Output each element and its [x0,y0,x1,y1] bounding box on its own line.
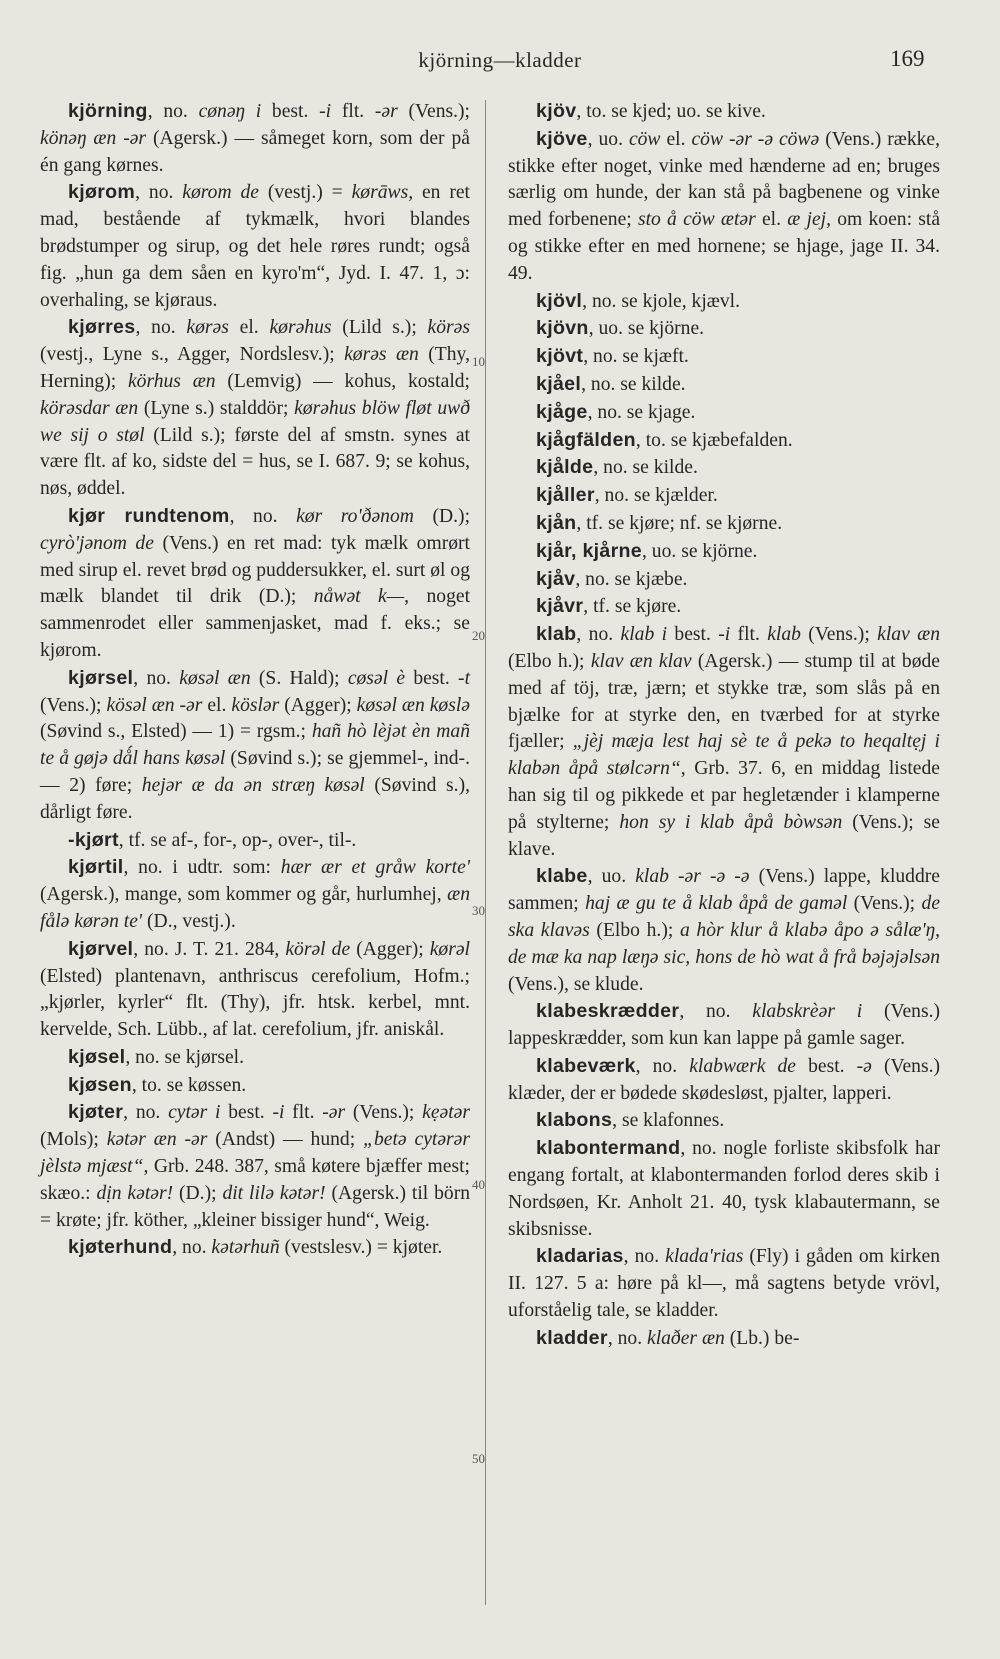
entry-headword: kjålde [536,456,594,479]
entry-text: (Søvind s.), dårligt føre. [40,774,470,823]
dialect-form: hejər æ da ən stræŋ køsəl [141,774,365,796]
dictionary-entry [508,288,940,316]
entry-text: (Mols); [40,1129,107,1151]
dictionary-entry [40,503,470,665]
entry-text: , no. se kjæbe. [575,568,688,590]
entry-text: (Lyne s.) stalddör; [138,397,295,419]
line-number: 40 [472,1177,485,1192]
entry-headword: kjövt [536,345,584,368]
entry-text: , Grb. 248. 387, små køtere bjæffer mest; skæo.: [40,1156,470,1204]
entry-headword: kjørsel [68,666,134,689]
entry-text: , no. [229,505,297,527]
dialect-form: hon sy i klab åpå bòwsən [619,811,843,833]
entry-text: el. [202,694,232,716]
entry-headword: kjørres [68,316,136,339]
entry-text: , uo. [587,866,636,888]
entry-text: , no. [147,101,199,122]
entry-headword: kjöve [536,127,588,150]
entry-headword: kjåge [536,400,588,423]
entry-text: (Søvind s.); se gjemmel-, ind-. — 2) føre; [40,748,470,796]
entry-text: , se klafonnes. [612,1110,725,1132]
dialect-form: æn fålə kørən te' [40,884,470,932]
entry-text: (Agersk.) — stump til at bøde med af töj, træ, jærn; et stykke træ, som slås på en bjælke for at styrke den, en tværbed for at styrke fjæller; [508,650,940,753]
dialect-form: -i [718,624,731,646]
dialect-form: klada'rias [665,1246,744,1268]
dictionary-entry [508,863,940,998]
dialect-form: klav æn [877,624,940,646]
entry-text: , no. J. T. 21. 284, [133,938,286,960]
dialect-form: -ə [856,1055,872,1077]
entry-text: (D., vestj.). [142,910,236,932]
dialect-form: klabwærk de [689,1055,796,1077]
dialect-form: köslər [231,694,280,716]
dialect-form: nåwət k— [313,586,405,608]
dictionary-entry [40,854,470,935]
dialect-form: klabskrèər i [752,1001,863,1023]
entry-headword: kladder [536,1326,608,1349]
dictionary-entry [508,510,940,538]
dictionary-entry [508,1135,940,1243]
entry-headword: kjår, kjårne [536,539,642,562]
entry-text: (Vens.); se klave. [508,811,940,860]
entry-text: (vestslesv.) = kjøter. [279,1237,443,1259]
entry-headword: kjörning [68,100,148,122]
entry-text: om koen: stå og stikke efter en med hornene; se hjage, jage II. 34. 49. [508,209,941,284]
dictionary-entry [40,1234,470,1262]
entry-text: (Elsted) plantenavn, anthriscus cerefolium, Hofm.; „kjørler, kyrler“ flt. (Thy), jfr. htsk. kerbel, mnt. kervelde, Sch. Lübb., af lat. cerefolium, jfr. aniskål. [40,965,470,1041]
dialect-form: könəŋ æn -ər [40,127,147,149]
entry-text: , to. se kjed; uo. se kive. [576,101,766,122]
entry-headword: kjöv [536,100,577,122]
entry-headword: kjør rundtenom [68,504,230,527]
entry-text: , no. [623,1246,666,1268]
dictionary-entry [508,566,940,594]
dialect-form: kørəhus blöw fløt uwð we sij o støl [40,397,470,446]
dialect-form: klab -ər -ə -ə [635,866,750,888]
entry-headword: kjövl [536,289,583,312]
dialect-form: -ər [322,1102,346,1124]
dictionary-entry [508,1107,940,1135]
entry-text: (Lb.) be- [724,1327,800,1349]
dialect-form: kørəl [429,938,470,960]
dialect-form: haj æ gu te å klab åpå de gaməl [585,893,848,915]
entry-text: (Andst) — hund; [207,1129,364,1151]
entry-text: el. [660,128,692,150]
entry-text: (Lild s.); første del af smstn. synes at være flt. af ko, sidste del = hus, se I. 687. 9; se kohus, nøs, øddel. [40,424,470,500]
dictionary-entry [508,621,940,863]
running-header: kjörning—kladder [418,48,582,72]
entry-text: (Vens.) en ret mad: tyk mælk omrørt med sirup el. revet brød og puddersukker, el. surt øl og mælk blandet til drik (D.); [40,532,470,608]
entry-text: best. [261,101,320,122]
dictionary-entry [40,1099,470,1234]
entry-text: (vestj.) = [258,182,352,204]
entry-headword: kjørom [68,181,136,204]
entry-text: (Vens.); [345,1102,423,1124]
entry-text: (Agersk.) til börn = krøte; jfr. köther, „kleiner bissiger hund“, Weig. [40,1182,471,1231]
dialect-form: körəs [427,317,470,339]
entry-headword: kjøterhund [68,1236,173,1259]
dictionary-entry [508,399,940,427]
dictionary-entry [508,315,940,343]
dialect-form: -i [272,1102,285,1124]
entry-text: (Vens.); [800,624,878,646]
entry-text: , tf. se af-, for-, op-, over-, til-. [118,829,357,851]
entry-text: (Agger); [350,938,430,960]
dialect-form: kösəl æn -ər [106,694,203,716]
dialect-form: cøsəl è [347,667,406,689]
entry-text: , no. nogle forliste skibsfolk har engang fortalt, at klabontermanden forlod deres skib i Nordsøen, Kr. Anholt 21. 40, tysk klabautermann, se skibsnisse. [508,1138,940,1240]
entry-text: (Elbo h.); [589,919,680,941]
dialect-form: -ər [374,101,398,122]
entry-headword: kjørtil [68,856,124,879]
dictionary-entry [508,538,940,566]
entry-text: (Vens.), se klude. [508,973,644,995]
dialect-form: kørəs æn [344,344,419,366]
entry-text: , no. se kjælder. [594,485,718,507]
dialect-form: klab [767,624,801,646]
dictionary-entry [40,1044,470,1072]
entry-text: , no. se kjage. [587,401,696,423]
dialect-form: hañ hò lèjət èn mañ te å gøjə dǻl hans køsəl [40,721,471,770]
entry-text: (Vens.) lappe, kluddre sammen; [508,866,941,915]
entry-text: (Lild s.); [331,317,428,339]
dialect-form: a hòr klur å klabə åpo ə sålæ'ŋ, de mæ ka nap læŋə sic, hons de hò wat å frå bəjəjəlsən [508,919,940,968]
column-divider [485,100,486,1605]
entry-headword: kjøsen [68,1073,132,1096]
dictionary-entry [508,126,940,288]
dictionary-entry [508,1243,940,1324]
dictionary-entry [40,1072,470,1100]
dialect-form: „betə cytərər jèlstə mjæst“ [40,1129,470,1178]
entry-headword: kjåv [536,567,576,590]
dialect-form: kẹətər [422,1102,470,1124]
dialect-form: kørəs [186,317,229,339]
dialect-form: cyrò'jənom de [40,532,154,554]
dialect-form: kør ro'ðənom [296,505,414,527]
dialect-form: kørom de [182,182,259,204]
dialect-form: cöw [628,128,661,150]
entry-text: (Søvind s., Elsted) — 1) = rgsm.; [40,721,312,743]
entry-text: el. [228,317,270,339]
entry-text: , no. [123,1102,169,1124]
dictionary-entry [508,454,940,482]
entry-headword: klabeskrædder [536,1000,680,1023]
entry-text: , no. se kjole, kjævl. [582,290,740,312]
entry-text: (D.); [413,505,471,527]
entry-text: (Agersk.), mange, som kommer og går, hurlumhej, [40,884,448,906]
entry-headword: klabeværk [536,1054,636,1077]
entry-text: , to. se køssen. [131,1074,247,1096]
page-number: 169 [890,46,925,71]
entry-text: , noget sammenrodet eller sammenjasket, mad f. eks.; se kjørom. [40,586,471,661]
entry-text: , to. se kjæbefalden. [635,429,793,451]
entry-headword: kjørvel [68,937,134,960]
dictionary-entry [508,427,940,455]
dialect-form: dịn kətər! [96,1182,174,1204]
dialect-form: hær ær et gråw korte' [280,857,471,879]
entry-text: , tf. se kjøre. [583,596,682,618]
dialect-form: kətər æn -ər [106,1129,208,1151]
dialect-form: -t [458,667,471,689]
dictionary-entry [508,371,940,399]
right-column [508,98,940,1353]
entry-text: (Elbo h.); [508,650,591,672]
dictionary-entry [40,936,470,1044]
dialect-form: cønəŋ i [198,101,262,122]
line-number: 30 [472,903,485,918]
dialect-form: kətərhuñ [211,1237,280,1259]
dialect-form: æ jej, [787,209,831,231]
entry-text: (Vens.); [847,893,922,915]
entry-text: flt. [284,1102,323,1124]
entry-text: , no. [135,317,187,339]
dialect-form: cöw -ər -ə cöwə [691,128,820,150]
dictionary-entry [508,998,940,1053]
dialect-form: kørəhus [269,317,332,339]
entry-headword: kjåel [536,372,582,395]
dialect-form: køsəl æn køslə [356,694,470,716]
dictionary-entry [508,593,940,621]
entry-headword: kjågfälden [536,428,636,451]
line-number: 10 [472,354,485,369]
dialect-form: körəl de [285,938,351,960]
entry-headword: -kjørt [68,828,119,851]
entry-text: (vestj., Lyne s., Agger, Nordslesv.); [40,344,345,366]
entry-headword: kjån [536,511,577,534]
entry-text: , tf. se kjøre; nf. se kjørne. [576,512,783,534]
entry-text: , no. i udtr. som: [123,857,281,879]
entry-text: (D.); [173,1182,223,1204]
dictionary-entry [40,665,470,827]
entry-text: , no. [576,624,621,646]
entry-text: (Thy, Herning); [40,344,470,392]
entry-text: el. [755,209,788,231]
dictionary-entry [40,827,470,855]
dialect-form: dit lilə kətər! [222,1182,326,1204]
entry-headword: kjåvr [536,595,584,618]
dialect-form: sto å cöw ætər [637,209,756,231]
dialect-form: kørāws, [351,182,414,204]
line-number: 50 [472,1451,485,1466]
entry-text: , no. [135,182,183,204]
entry-headword: klabons [536,1109,613,1132]
entry-text: , no. se kilde. [593,457,698,479]
entry-headword: klab [536,623,577,646]
entry-text: (Vens.) række, stikke efter noget, vinke med hænderne ad en; bruges særlig om hunde, der kan stå på bagbenene og vinke med forbenene; [508,128,941,231]
entry-text: (Fly) i gåden om kirken II. 127. 5 a: høre på kl—, må sagtens betyde vrövl, uforståelig tale, se kladder. [508,1246,940,1322]
entry-text: , no. se kilde. [581,373,686,395]
dialect-form: de ska klavəs [508,893,941,941]
dialect-form: klav æn klav [590,650,692,672]
entry-text: , uo. se kjörne. [642,540,758,562]
entry-text: (Lemvig) — kohus, kostald; [215,370,471,392]
dialect-form: körəsdar æn [40,397,139,419]
entry-text: best. [667,624,719,646]
entry-headword: kladarias [536,1245,624,1268]
entry-text: (Vens.); [40,694,107,716]
entry-headword: kjåller [536,484,595,507]
dialect-form: cytər i [168,1102,221,1124]
entry-text: , no. [172,1237,212,1259]
entry-text: flt. [730,624,768,646]
dialect-form: „jèj mæja lest haj sè te å pekə to heqaltẹj i klabən åpå stølcərn“ [508,731,940,780]
dialect-form: -i [319,101,332,122]
entry-text: , no. [607,1327,647,1349]
entry-headword: klabe [536,865,588,888]
entry-text: , no. [635,1055,690,1077]
entry-text: (S. Hald); [250,667,348,689]
entry-text: , no. se kjørsel. [125,1046,244,1068]
dialect-form: klab i [620,624,668,646]
dictionary-entry [508,1325,940,1353]
entry-text: , uo. [587,128,629,150]
dictionary-entry [40,98,470,179]
entry-text: , uo. se kjörne. [588,318,705,340]
dialect-form: klaðer æn [647,1327,725,1349]
entry-text: (Vens.); [397,101,470,122]
dictionary-entry [508,343,940,371]
entry-headword: kjövn [536,317,589,340]
entry-text: best. [796,1055,857,1077]
entry-text: , no. [679,1001,753,1023]
entry-text: (Agger); [279,694,357,716]
dictionary-entry [508,482,940,510]
entry-headword: kjøter [68,1101,124,1124]
entry-text: en ret mad, bestående af tykmælk, hvori blandes brødstumper og sirup, og det hele røres rundt; også fig. „hun ga dem såen en kyro'm“, Jyd. I. 47. 1, ɔ: overhaling, se kjøraus. [40,182,470,311]
entry-text: (Agersk.) — såmeget korn, som der på én gang kørnes. [40,127,470,176]
entry-text: , Grb. 37. 6, en middag listede han sig til og pikkede et par hegletænder i klamperne på stylterne; [508,758,940,833]
entry-text: flt. [331,101,375,122]
entry-text: , no. [133,667,180,689]
entry-text: best. [220,1102,273,1124]
line-number: 20 [472,628,485,643]
entry-headword: kjøsel [68,1045,126,1068]
dictionary-entry [508,1053,940,1108]
entry-text: , no. se kjæft. [583,346,689,368]
entry-text: best. [405,667,459,689]
entry-headword: klabontermand [536,1137,681,1160]
dialect-form: køsəl æn [179,667,251,689]
entry-text: (Vens.) lappeskrædder, som kun kan lappe på gamle sager. [508,1001,940,1050]
dialect-form: körhus æn [127,370,216,392]
left-column [40,98,470,1262]
dictionary-entry [40,314,470,503]
entry-text: (Vens.) klæder, der er bødede skødesløst, pjalter, lapperi. [508,1055,941,1104]
dictionary-entry [508,98,940,126]
dictionary-entry [40,179,470,314]
